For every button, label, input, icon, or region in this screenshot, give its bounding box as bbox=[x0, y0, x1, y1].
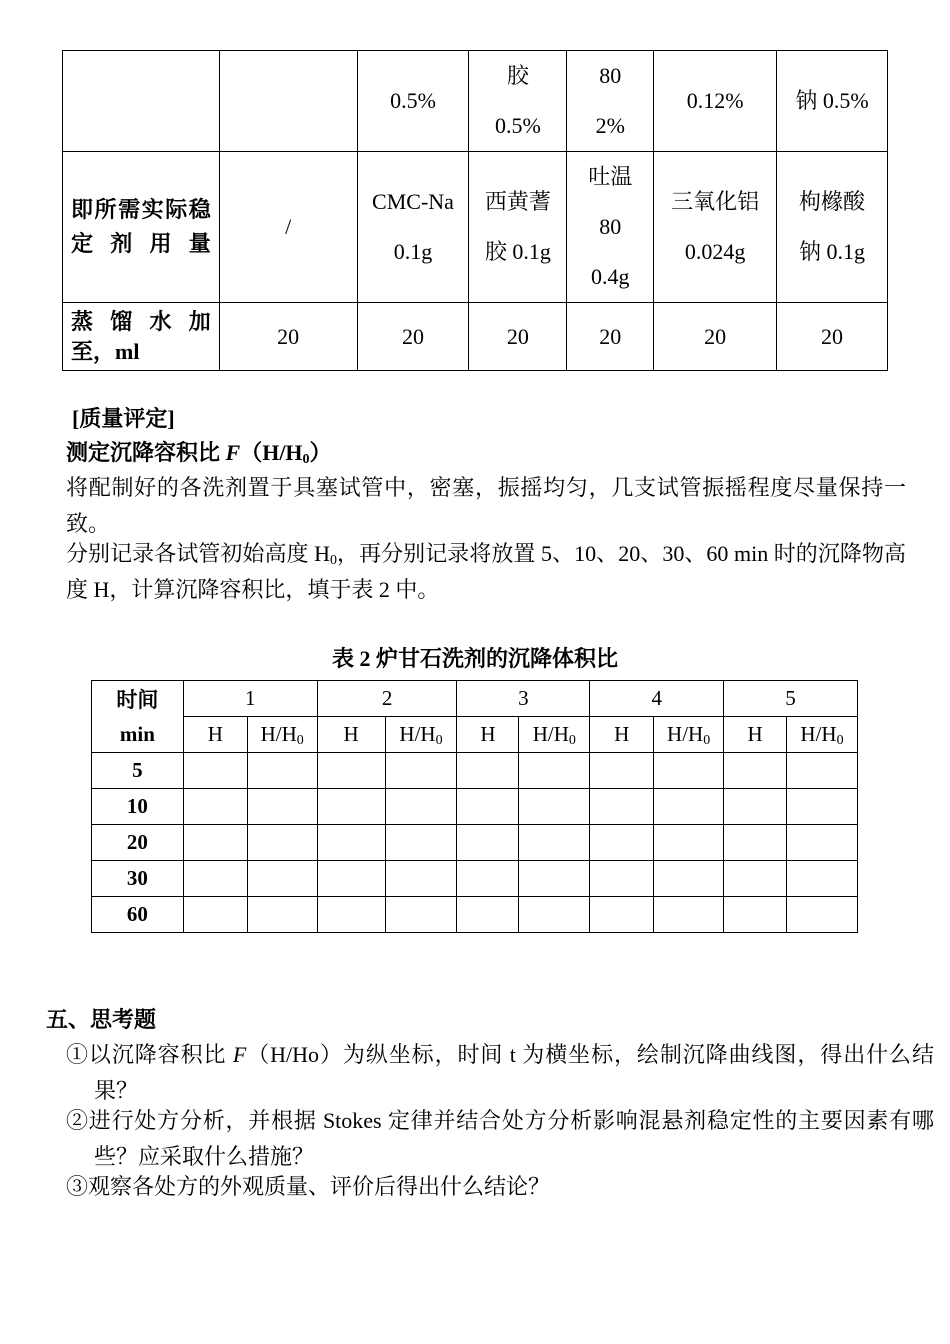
empty-cell bbox=[183, 789, 247, 825]
table-cell: CMC-Na 0.1g bbox=[357, 152, 469, 303]
empty-cell bbox=[724, 897, 787, 933]
table-row bbox=[63, 152, 888, 303]
empty-cell bbox=[457, 789, 519, 825]
empty-cell bbox=[317, 825, 385, 861]
group-header: 5 bbox=[724, 681, 858, 717]
empty-cell bbox=[590, 861, 654, 897]
empty-cell bbox=[724, 825, 787, 861]
table-cell: 枸橼酸 钠 0.1g bbox=[777, 152, 888, 303]
subscript: 0 bbox=[568, 733, 576, 748]
table-row bbox=[92, 753, 858, 789]
sub-header-h: H bbox=[317, 717, 385, 753]
group-header: 3 bbox=[457, 681, 590, 717]
table-cell: 20 bbox=[567, 303, 654, 371]
time-label: 60 bbox=[92, 897, 184, 933]
empty-cell bbox=[317, 753, 385, 789]
table-cell: / bbox=[219, 152, 357, 303]
row-label-line: 至，ml bbox=[71, 338, 140, 364]
table-cell bbox=[63, 51, 220, 152]
empty-cell bbox=[317, 897, 385, 933]
paragraph-text: 分别记录各试管初始高度 H bbox=[66, 541, 330, 566]
subscript: 0 bbox=[329, 553, 337, 568]
table-row bbox=[92, 861, 858, 897]
subheading-symbol: F bbox=[225, 440, 241, 465]
paragraph: 将配制好的各洗剂置于具塞试管中，密塞，振摇均匀，几支试管振摇程度尽量保持一致。 bbox=[66, 475, 906, 536]
empty-cell bbox=[787, 753, 858, 789]
empty-cell bbox=[183, 861, 247, 897]
subheading bbox=[66, 436, 332, 469]
time-label: 10 bbox=[92, 789, 184, 825]
empty-cell bbox=[247, 753, 317, 789]
empty-cell bbox=[787, 825, 858, 861]
empty-cell bbox=[724, 753, 787, 789]
table-cell bbox=[219, 51, 357, 152]
empty-cell bbox=[590, 753, 654, 789]
table-cell: 20 bbox=[469, 303, 567, 371]
empty-cell bbox=[654, 825, 724, 861]
empty-cell bbox=[247, 861, 317, 897]
table-cell: 西黄蓍 胶 0.1g bbox=[469, 152, 567, 303]
table-cell: 吐温 80 0.4g bbox=[567, 152, 654, 303]
empty-cell bbox=[457, 825, 519, 861]
empty-cell bbox=[385, 825, 457, 861]
question-text: 进行处方分析，并根据 Stokes 定律并结合处方分析影响混悬剂稳定性的主要因素有哪些？应采取什么措施？ bbox=[88, 1108, 934, 1169]
empty-cell bbox=[519, 753, 590, 789]
question-text: 以沉降容积比 bbox=[88, 1042, 233, 1067]
sub-header-h: H bbox=[183, 717, 247, 753]
subheading-text: （H/H bbox=[240, 440, 303, 465]
question-symbol: F bbox=[232, 1042, 247, 1067]
table-cell: 20 bbox=[654, 303, 777, 371]
empty-cell bbox=[317, 861, 385, 897]
corner-label: 时间 bbox=[116, 687, 159, 712]
empty-cell bbox=[183, 897, 247, 933]
ratio-text: H/H bbox=[260, 722, 297, 746]
empty-cell bbox=[787, 861, 858, 897]
subscript: 0 bbox=[296, 733, 304, 748]
questions-title: 五、思考题 bbox=[46, 1007, 157, 1032]
empty-cell bbox=[590, 789, 654, 825]
question-number: ③ bbox=[66, 1174, 89, 1199]
empty-cell bbox=[385, 789, 457, 825]
subscript: 0 bbox=[302, 452, 310, 467]
table-cell: 20 bbox=[357, 303, 469, 371]
sub-header-ratio bbox=[654, 717, 724, 753]
empty-cell bbox=[519, 789, 590, 825]
table-cell: 钠 0.5% bbox=[777, 51, 888, 152]
question-number: ① bbox=[66, 1042, 89, 1067]
empty-cell bbox=[724, 861, 787, 897]
ratio-text: H/H bbox=[667, 722, 704, 746]
section-heading: [质量评定] bbox=[72, 406, 175, 431]
table-cell: 0.12% bbox=[654, 51, 777, 152]
sub-header-ratio bbox=[519, 717, 590, 753]
empty-cell bbox=[519, 897, 590, 933]
table-cell: 0.5% bbox=[357, 51, 469, 152]
table-caption: 表 2 炉甘石洗剂的沉降体积比 bbox=[331, 646, 618, 671]
corner-header bbox=[92, 681, 184, 753]
empty-cell bbox=[457, 861, 519, 897]
group-header: 1 bbox=[183, 681, 317, 717]
table-cell: 20 bbox=[219, 303, 357, 371]
ratio-text: H/H bbox=[532, 722, 569, 746]
empty-cell bbox=[787, 897, 858, 933]
formulation-table bbox=[62, 50, 888, 371]
subscript: 0 bbox=[435, 733, 443, 748]
empty-cell bbox=[457, 753, 519, 789]
question-text: 观察各处方的外观质量、评价后得出什么结论？ bbox=[88, 1174, 551, 1199]
sub-header-h: H bbox=[457, 717, 519, 753]
sub-header-h: H bbox=[724, 717, 787, 753]
empty-cell bbox=[247, 825, 317, 861]
question-3 bbox=[66, 1169, 934, 1205]
paragraph-text: ，再分别记录将放置 5、10、20、30、60 min 时的沉降物高度 H，计算沉降容积比，填于表 2 中。 bbox=[66, 541, 906, 602]
sub-header-ratio bbox=[247, 717, 317, 753]
empty-cell bbox=[385, 897, 457, 933]
question-text: （H/Ho）为纵坐标，时间 t 为横坐标，绘制沉降曲线图，得出什么结果？ bbox=[94, 1042, 934, 1103]
sub-header-ratio bbox=[385, 717, 457, 753]
empty-cell bbox=[590, 825, 654, 861]
empty-cell bbox=[590, 897, 654, 933]
sedimentation-table bbox=[91, 680, 858, 933]
table-row bbox=[92, 825, 858, 861]
empty-cell bbox=[519, 861, 590, 897]
table-cell: 80 2% bbox=[567, 51, 654, 152]
table-cell: 三氧化铝 0.024g bbox=[654, 152, 777, 303]
row-label bbox=[63, 303, 220, 371]
empty-cell bbox=[247, 897, 317, 933]
empty-cell bbox=[247, 789, 317, 825]
corner-label: min bbox=[119, 721, 155, 746]
empty-cell bbox=[724, 789, 787, 825]
question-2 bbox=[66, 1103, 934, 1175]
table-row bbox=[92, 897, 858, 933]
empty-cell bbox=[519, 825, 590, 861]
question-1 bbox=[66, 1037, 934, 1109]
empty-cell bbox=[183, 753, 247, 789]
time-label: 30 bbox=[92, 861, 184, 897]
table-row bbox=[92, 681, 858, 717]
table-row bbox=[63, 303, 888, 371]
empty-cell bbox=[787, 789, 858, 825]
table-cell: 胶 0.5% bbox=[469, 51, 567, 152]
empty-cell bbox=[385, 753, 457, 789]
subscript: 0 bbox=[836, 733, 844, 748]
table-row bbox=[92, 789, 858, 825]
sub-header-ratio bbox=[787, 717, 858, 753]
subheading-text: 测定沉降容积比 bbox=[66, 440, 226, 465]
subscript: 0 bbox=[703, 733, 711, 748]
empty-cell bbox=[654, 789, 724, 825]
ratio-text: H/H bbox=[399, 722, 436, 746]
empty-cell bbox=[183, 825, 247, 861]
empty-cell bbox=[385, 861, 457, 897]
question-number: ② bbox=[66, 1108, 89, 1133]
row-label: 即所需实际稳定剂用量 bbox=[63, 152, 220, 303]
table-row bbox=[63, 51, 888, 152]
empty-cell bbox=[654, 861, 724, 897]
empty-cell bbox=[654, 753, 724, 789]
group-header: 2 bbox=[317, 681, 457, 717]
ratio-text: H/H bbox=[800, 722, 837, 746]
time-label: 5 bbox=[92, 753, 184, 789]
empty-cell bbox=[317, 789, 385, 825]
paragraph bbox=[66, 536, 906, 608]
empty-cell bbox=[457, 897, 519, 933]
sub-header-h: H bbox=[590, 717, 654, 753]
table-cell: 20 bbox=[777, 303, 888, 371]
subheading-text: ） bbox=[309, 440, 332, 465]
empty-cell bbox=[654, 897, 724, 933]
time-label: 20 bbox=[92, 825, 184, 861]
group-header: 4 bbox=[590, 681, 724, 717]
table-row bbox=[92, 717, 858, 753]
row-label-line: 蒸馏水加 bbox=[71, 308, 211, 334]
